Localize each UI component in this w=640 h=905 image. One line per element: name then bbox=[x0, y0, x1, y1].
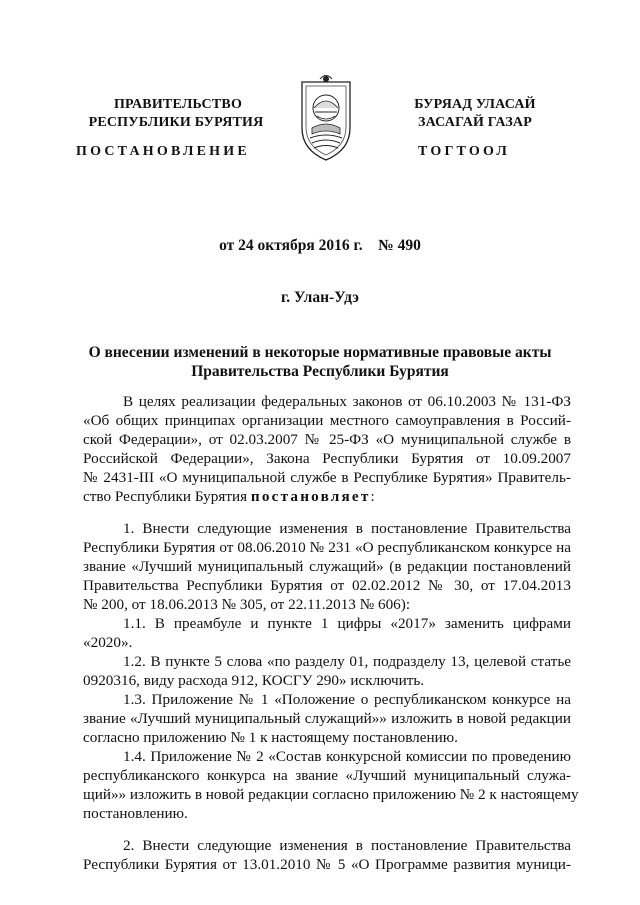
item1-1-line: 1.1. В преамбуле и пункте 1 цифры «2017» заменить цифрами bbox=[123, 615, 571, 632]
preamble-line: ской Федерации», от 02.03.2007 № 25-ФЗ «О муниципальной службе в bbox=[83, 431, 571, 448]
item1-4-line: щий»» изложить в новой редакции согласно приложению № 2 к настоящему bbox=[83, 786, 579, 803]
header-right-line2: ЗАСАГАЙ ГАЗАР bbox=[417, 115, 532, 130]
item1-line: № 200, от 18.06.2013 № 305, от 22.11.2013 № 606): bbox=[83, 596, 411, 613]
item1-3-line: звание «Лучший муниципальный служащий»» изложить в новой редакции bbox=[83, 710, 571, 727]
item1-3-line: 1.3. Приложение № 1 «Положение о республиканском конкурсе на bbox=[123, 691, 571, 708]
item1-2-line: 0920316, виду расхода 912, КОСГУ 290» исключить. bbox=[83, 672, 425, 689]
date-number: от 24 октября 2016 г. № 490 bbox=[219, 237, 421, 254]
item1-line: Республики Бурятия от 08.06.2010 № 231 «О республиканском конкурсе на bbox=[83, 539, 571, 556]
item1-4-line: постановлению. bbox=[83, 805, 188, 822]
item1-line: звание «Лучший муниципальный служащий» (в редакции постановлений bbox=[83, 558, 571, 575]
preamble-text: ство Республики Бурятия bbox=[83, 488, 248, 505]
city: г. Улан-Удэ bbox=[280, 289, 359, 306]
item1-1-line: «2020». bbox=[83, 634, 133, 651]
preamble-line: «Об общих принципах организации местного самоуправления в Россий- bbox=[83, 412, 571, 429]
item1-line: Правительства Республики Бурятия от 02.02.2012 № 30, от 17.04.2013 bbox=[83, 577, 571, 594]
preamble-line bbox=[83, 487, 571, 506]
preamble-colon: : bbox=[370, 488, 375, 505]
item1-4-line: 1.4. Приложение № 2 «Состав конкурсной комиссии по проведению bbox=[123, 748, 571, 765]
item2-line: Республики Бурятия от 13.01.2010 № 5 «О Программе развития муници- bbox=[83, 856, 571, 873]
doc-type-right: ТОГТООЛ bbox=[418, 144, 511, 159]
document-title-line2: Правительства Республики Бурятия bbox=[191, 363, 449, 380]
item1-2-line: 1.2. В пункте 5 слова «по разделу 01, подразделу 13, целевой статье bbox=[123, 653, 571, 670]
preamble-line: № 2431-III «О муниципальной службе в Республике Бурятия» Правитель- bbox=[83, 469, 571, 486]
header-left-line2: РЕСПУБЛИКИ БУРЯТИЯ bbox=[88, 115, 264, 130]
preamble-line: Российской Федерации», Закона Республики Бурятия от 10.09.2007 bbox=[83, 450, 571, 467]
item1-3-line: согласно приложению № 1 к настоящему постановлению. bbox=[83, 729, 458, 746]
item2-line: 2. Внести следующие изменения в постановление Правительства bbox=[123, 837, 571, 854]
header-left-line1: ПРАВИТЕЛЬСТВО bbox=[113, 97, 243, 112]
coat-of-arms-emblem bbox=[296, 70, 356, 164]
item1-4-line: республиканского конкурса на звание «Лучший муниципальный служа- bbox=[83, 767, 571, 784]
doc-type-left: ПОСТАНОВЛЕНИЕ bbox=[76, 144, 250, 159]
resolves-word: постановляет bbox=[250, 488, 371, 505]
header-right-line1: БУРЯАД УЛАСАЙ bbox=[414, 97, 536, 112]
item1-line: 1. Внести следующие изменения в постановление Правительства bbox=[123, 520, 571, 537]
document-title-line1: О внесении изменений в некоторые нормативные правовые акты bbox=[88, 344, 552, 361]
preamble-line: В целях реализации федеральных законов от 06.10.2003 № 131-ФЗ bbox=[123, 393, 571, 410]
